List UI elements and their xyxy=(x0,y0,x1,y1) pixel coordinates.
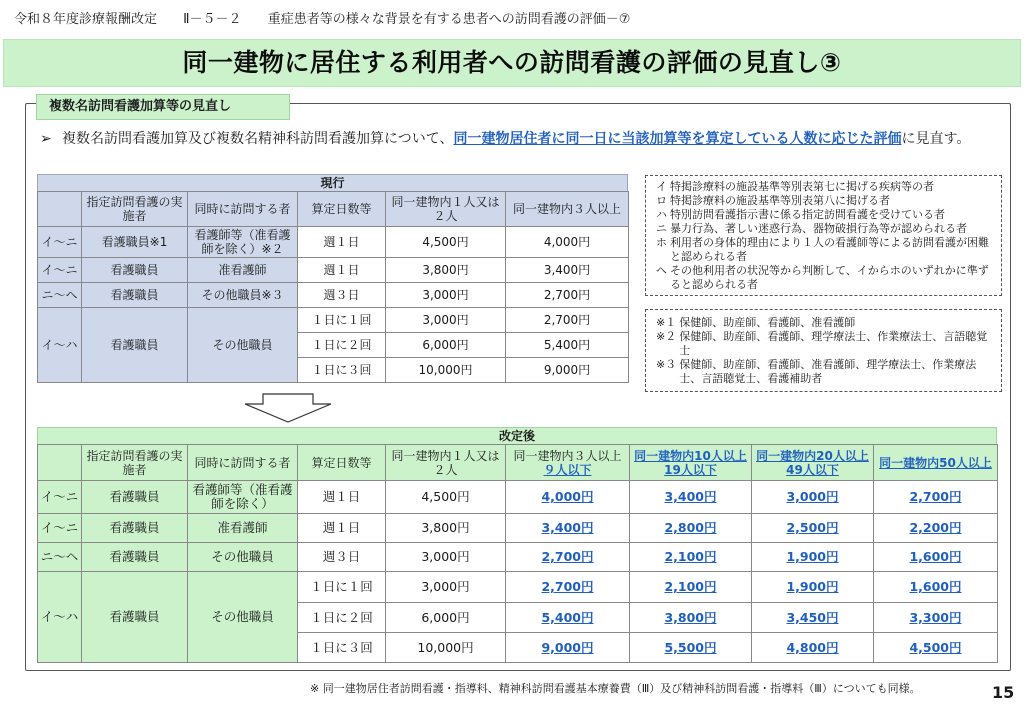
current-fee-table xyxy=(37,191,629,383)
table-row xyxy=(38,227,629,258)
row-fee-5: 2,200円 xyxy=(874,514,998,543)
row-fee-3: 3,400円 xyxy=(630,481,752,514)
row-fee-1: 3,000円 xyxy=(386,572,506,603)
note-item: ※１ 保健師、助産師、看護師、准看護師 xyxy=(656,316,856,329)
row-fee-1: 10,000円 xyxy=(386,633,506,663)
revised-fee-table xyxy=(37,444,998,663)
row-fee-1: 3,800円 xyxy=(386,514,506,543)
lead-paragraph xyxy=(40,129,1000,149)
row-fee-4: 1,900円 xyxy=(752,543,874,572)
row-fee-2: 4,000円 xyxy=(506,481,630,514)
current-table-block xyxy=(37,174,628,383)
header-provider: 指定訪問看護の実施者 xyxy=(82,445,188,481)
note-item: イ 特掲診療料の施設基準等別表第七に掲げる疾病等の者 xyxy=(656,180,934,193)
header-provider: 指定訪問看護の実施者 xyxy=(82,192,188,227)
note-item: ホ 利用者の身体的理由により１人の看護師等による訪問看護が困難と認められる者 xyxy=(656,236,989,263)
row-companion: 准看護師 xyxy=(188,258,298,283)
row-companion: 看護師等（准看護師を除く）※２ xyxy=(188,227,298,258)
table-header-row xyxy=(38,192,629,227)
header-3-9-persons: 同一建物内３人以上９人以下 xyxy=(506,445,630,481)
row-fee-3: 2,100円 xyxy=(630,543,752,572)
group-range: イ～ハ xyxy=(38,308,82,383)
row-range: ニ～ヘ xyxy=(38,543,82,572)
staff-notes xyxy=(645,309,1002,392)
row-provider: 看護職員 xyxy=(82,283,188,308)
header-companion: 同時に訪問する者 xyxy=(188,445,298,481)
header-3-plus-persons: 同一建物内３人以上 xyxy=(506,192,629,227)
row-fee-2: 2,700円 xyxy=(506,572,630,603)
table-row xyxy=(38,543,998,572)
lead-highlight: 同一建物居住者に同一日に当該加算等を算定している人数に応じた評価 xyxy=(453,131,902,147)
down-arrow-icon xyxy=(243,393,333,423)
table-row xyxy=(38,308,629,333)
row-fee-1: 3,000円 xyxy=(386,308,506,333)
row-range: イ～ニ xyxy=(38,481,82,514)
row-fee-5: 3,300円 xyxy=(874,603,998,633)
note-item: ハ 特別訪問看護指示書に係る指定訪問看護を受けている者 xyxy=(656,208,945,221)
row-fee-3: 5,500円 xyxy=(630,633,752,663)
row-provider: 看護職員 xyxy=(82,481,188,514)
row-days: 週１日 xyxy=(298,481,386,514)
group-provider: 看護職員 xyxy=(82,572,188,663)
header-blank xyxy=(38,192,82,227)
row-fee-1: 6,000円 xyxy=(386,603,506,633)
row-fee-1: 4,500円 xyxy=(386,481,506,514)
row-fee-1: 3,800円 xyxy=(386,258,506,283)
table-row xyxy=(38,514,998,543)
row-fee-4: 2,500円 xyxy=(752,514,874,543)
header-1-2-persons: 同一建物内１人又は２人 xyxy=(386,445,506,481)
revised-table-block xyxy=(37,427,997,663)
row-fee-4: 1,900円 xyxy=(752,572,874,603)
row-days: １日に２回 xyxy=(298,603,386,633)
table-row xyxy=(38,481,998,514)
row-fee-3: 3,800円 xyxy=(630,603,752,633)
row-fee-4: 3,000円 xyxy=(752,481,874,514)
row-provider: 看護職員※1 xyxy=(82,227,188,258)
header-days: 算定日数等 xyxy=(298,192,386,227)
row-fee-5: 1,600円 xyxy=(874,543,998,572)
header-20-49-persons: 同一建物内20人以上49人以下 xyxy=(752,445,874,481)
row-days: 週３日 xyxy=(298,543,386,572)
group-range: イ～ハ xyxy=(38,572,82,663)
row-fee-2: 2,700円 xyxy=(506,543,630,572)
row-range: イ～ニ xyxy=(38,258,82,283)
header-line xyxy=(14,8,630,27)
revision-label: 令和８年度診療報酬改定 xyxy=(14,12,158,27)
row-fee-1: 6,000円 xyxy=(386,333,506,358)
lead-text-after: に見直す。 xyxy=(901,131,971,147)
table-row xyxy=(38,572,998,603)
header-50-plus-persons: 同一建物内50人以上 xyxy=(874,445,998,481)
row-provider: 看護職員 xyxy=(82,543,188,572)
row-fee-5: 1,600円 xyxy=(874,572,998,603)
row-fee-3: 2,800円 xyxy=(630,514,752,543)
row-companion: 准看護師 xyxy=(188,514,298,543)
revised-caption: 改定後 xyxy=(37,427,997,444)
header-companion: 同時に訪問する者 xyxy=(188,192,298,227)
row-fee-5: 4,500円 xyxy=(874,633,998,663)
row-fee-4: 4,800円 xyxy=(752,633,874,663)
note-item: ※２ 保健師、助産師、看護師、理学療法士、作業療法士、言語聴覚士 xyxy=(656,330,988,357)
row-fee-2: 2,700円 xyxy=(506,283,629,308)
conditions-notes xyxy=(645,175,1002,296)
header-blank xyxy=(38,445,82,481)
row-companion: その他職員 xyxy=(188,543,298,572)
row-days: 週１日 xyxy=(298,514,386,543)
note-item: ロ 特掲診療料の施設基準等別表第八に掲げる者 xyxy=(656,194,890,207)
lead-text-before: 複数名訪問看護加算及び複数名精神科訪問看護加算について、 xyxy=(62,131,454,147)
table-row xyxy=(38,258,629,283)
note-item: ニ 暴力行為、著しい迷惑行為、器物破損行為等が認められる者 xyxy=(656,222,967,235)
row-fee-2: 3,400円 xyxy=(506,258,629,283)
group-provider: 看護職員 xyxy=(82,308,188,383)
row-fee-1: 3,000円 xyxy=(386,283,506,308)
row-days: 週３日 xyxy=(298,283,386,308)
note-item: ※３ 保健師、助産師、看護師、准看護師、理学療法士、作業療法士、言語聴覚士、看護補助者 xyxy=(656,358,977,385)
row-fee-2: 9,000円 xyxy=(506,633,630,663)
header-10-19-persons: 同一建物内10人以上19人以下 xyxy=(630,445,752,481)
footnote: ※ 同一建物居住者訪問看護・指導料、精神科訪問看護基本療養費（Ⅲ）及び精神科訪問看護・指導料（Ⅲ）についても同様。 xyxy=(310,682,921,695)
page-number: 15 xyxy=(992,683,1015,702)
group-companion: その他職員 xyxy=(188,308,298,383)
row-days: １日に２回 xyxy=(298,333,386,358)
row-fee-2: 5,400円 xyxy=(506,603,630,633)
current-caption: 現行 xyxy=(37,174,628,191)
row-range: イ～ニ xyxy=(38,227,82,258)
row-days: １日に１回 xyxy=(298,308,386,333)
row-fee-3: 2,100円 xyxy=(630,572,752,603)
row-companion: その他職員※３ xyxy=(188,283,298,308)
row-days: 週１日 xyxy=(298,258,386,283)
row-range: イ～ニ xyxy=(38,514,82,543)
row-fee-2: 3,400円 xyxy=(506,514,630,543)
row-range: ニ～ヘ xyxy=(38,283,82,308)
header-1-2-persons: 同一建物内１人又は２人 xyxy=(386,192,506,227)
row-days: １日に１回 xyxy=(298,572,386,603)
row-companion: 看護師等（准看護師を除く） xyxy=(188,481,298,514)
arrow-bullet-icon: ➢ xyxy=(40,131,52,147)
row-fee-4: 3,450円 xyxy=(752,603,874,633)
table-row xyxy=(38,283,629,308)
row-fee-1: 3,000円 xyxy=(386,543,506,572)
title-band xyxy=(3,39,1021,87)
section-tag: 複数名訪問看護加算等の見直し xyxy=(36,94,290,120)
row-days: １日に３回 xyxy=(298,358,386,383)
row-days: １日に３回 xyxy=(298,633,386,663)
row-provider: 看護職員 xyxy=(82,258,188,283)
header-days: 算定日数等 xyxy=(298,445,386,481)
table-header-row xyxy=(38,445,998,481)
row-fee-2: 5,400円 xyxy=(506,333,629,358)
row-fee-5: 2,700円 xyxy=(874,481,998,514)
row-fee-2: 4,000円 xyxy=(506,227,629,258)
row-fee-1: 4,500円 xyxy=(386,227,506,258)
row-fee-2: 9,000円 xyxy=(506,358,629,383)
note-item: ヘ その他利用者の状況等から判断して、イからホのいずれかに準ずると認められる者 xyxy=(656,264,989,291)
row-days: 週１日 xyxy=(298,227,386,258)
row-fee-2: 2,700円 xyxy=(506,308,629,333)
group-companion: その他職員 xyxy=(188,572,298,663)
section-number: Ⅱ－５－２ xyxy=(183,12,242,27)
row-provider: 看護職員 xyxy=(82,514,188,543)
row-fee-1: 10,000円 xyxy=(386,358,506,383)
topic-label: 重症患者等の様々な背景を有する患者への訪問看護の評価－⑦ xyxy=(267,12,631,27)
page-title: 同一建物に居住する利用者への訪問看護の評価の見直し③ xyxy=(182,48,842,77)
